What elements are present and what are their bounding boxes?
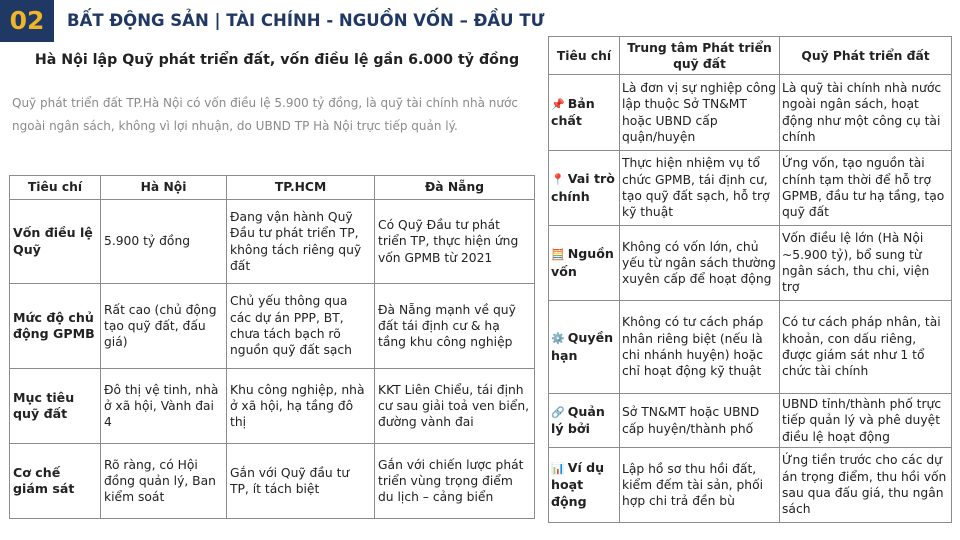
cell-hanoi: Đô thị vệ tinh, nhà ở xã hội, Vành đai 4 xyxy=(101,369,227,444)
column-header-criterion: Tiêu chí xyxy=(10,176,101,200)
row-criterion: Vốn điều lệ Quỹ xyxy=(10,200,101,284)
column-header-hanoi: Hà Nội xyxy=(101,176,227,200)
table-row xyxy=(549,151,952,226)
cell-danang: Đà Nẵng mạnh về quỹ đất tái định cư & hạ tầng khu công nghiệp xyxy=(375,284,535,369)
row-criterion-label: Ví dụ hoạt động xyxy=(551,460,605,509)
cell-land-center: Lập hồ sơ thu hồi đất, kiểm đếm tài sản, phối hợp chi trả đền bù xyxy=(620,448,780,523)
column-header-hcm: TP.HCM xyxy=(227,176,375,200)
cell-land-fund: Vốn điều lệ lớn (Hà Nội ~5.900 tỷ), bổ sung từ ngân sách, thu chi, viện trợ xyxy=(780,226,952,301)
gear-icon: ⚙️ xyxy=(551,332,565,346)
cell-land-fund: Có tư cách pháp nhân, tài khoản, con dấu riêng, được giám sát như 1 tổ chức tài chính xyxy=(780,301,952,394)
column-header-danang: Đà Nẵng xyxy=(375,176,535,200)
abacus-icon: 🧮 xyxy=(551,248,565,262)
row-criterion xyxy=(549,394,620,448)
cell-land-center: Không có tư cách pháp nhân riêng biệt (nếu là chi nhánh huyện) hoặc chỉ hoạt động kỹ thuật xyxy=(620,301,780,394)
row-criterion: Cơ chế giám sát xyxy=(10,444,101,519)
row-criterion-label: Quản lý bởi xyxy=(551,403,605,436)
row-criterion-label: Quyền hạn xyxy=(551,330,614,363)
table-row xyxy=(10,284,535,369)
table-header-row xyxy=(549,37,952,75)
cell-land-fund: Ứng vốn, tạo nguồn tài chính tạm thời để hỗ trợ GPMB, đầu tư hạ tầng, tạo quỹ đất xyxy=(780,151,952,226)
cell-hcm: Khu công nghiệp, nhà ở xã hội, hạ tầng đô thị xyxy=(227,369,375,444)
article-title: Hà Nội lập Quỹ phát triển đất, vốn điều lệ gần 6.000 tỷ đồng xyxy=(34,52,520,68)
pushpin-icon: 📌 xyxy=(551,97,565,111)
comparison-table-land-fund xyxy=(548,36,952,523)
cell-hcm: Gắn với Quỹ đầu tư TP, ít tách biệt xyxy=(227,444,375,519)
row-criterion-label: Vai trò chính xyxy=(551,171,615,204)
cell-hanoi: 5.900 tỷ đồng xyxy=(101,200,227,284)
row-criterion xyxy=(549,301,620,394)
cell-land-center: Thực hiện nhiệm vụ tổ chức GPMB, tái định cư, tạo quỹ đất sạch, hỗ trợ kỹ thuật xyxy=(620,151,780,226)
cell-hcm: Chủ yếu thông qua các dự án PPP, BT, chưa tách bạch rõ nguồn quỹ đất sạch xyxy=(227,284,375,369)
cell-hcm: Đang vận hành Quỹ Đầu tư phát triển TP, không tách riêng quỹ đất xyxy=(227,200,375,284)
cell-danang: Có Quỹ Đầu tư phát triển TP, thực hiện ứng vốn GPMB từ 2021 xyxy=(375,200,535,284)
cell-hanoi: Rõ ràng, có Hội đồng quản lý, Ban kiểm soát xyxy=(101,444,227,519)
cell-land-center: Sở TN&MT hoặc UBND cấp huyện/thành phố xyxy=(620,394,780,448)
row-criterion: Mức độ chủ động GPMB xyxy=(10,284,101,369)
section-number: 02 xyxy=(0,0,54,42)
cell-land-center: Không có vốn lớn, chủ yếu từ ngân sách thường xuyên cấp để hoạt động xyxy=(620,226,780,301)
table-row xyxy=(549,75,952,151)
cell-danang: KKT Liên Chiểu, tái định cư sau giải toả ven biển, đường vành đai xyxy=(375,369,535,444)
section-title: BẤT ĐỘNG SẢN | TÀI CHÍNH - NGUỒN VỐN – ĐẦU TƯ xyxy=(67,11,545,30)
cell-land-fund: UBND tỉnh/thành phố trực tiếp quản lý và phê duyệt điều lệ hoạt động xyxy=(780,394,952,448)
bar-chart-icon: 📊 xyxy=(551,462,565,476)
round-pushpin-icon: 📍 xyxy=(551,173,565,187)
cell-land-fund: Ứng tiền trước cho các dự án trọng điểm, thu hồi vốn sau qua đấu giá, thu ngân sách xyxy=(780,448,952,523)
table-row xyxy=(549,226,952,301)
row-criterion xyxy=(549,448,620,523)
cell-danang: Gắn với chiến lược phát triển vùng trọng điểm du lịch – cảng biển xyxy=(375,444,535,519)
row-criterion xyxy=(549,226,620,301)
row-criterion-label: Nguồn vốn xyxy=(551,246,614,279)
row-criterion-label: Bản chất xyxy=(551,95,595,128)
table-row xyxy=(549,394,952,448)
row-criterion: Mục tiêu quỹ đất xyxy=(10,369,101,444)
link-icon: 🔗 xyxy=(551,405,565,419)
column-header-criterion: Tiêu chí xyxy=(549,37,620,75)
comparison-table-cities xyxy=(9,175,535,519)
table-row xyxy=(549,448,952,523)
cell-hanoi: Rất cao (chủ động tạo quỹ đất, đấu giá) xyxy=(101,284,227,369)
cell-land-center: Là đơn vị sự nghiệp công lập thuộc Sở TN&MT hoặc UBND cấp quận/huyện xyxy=(620,75,780,151)
table-row xyxy=(10,444,535,519)
row-criterion xyxy=(549,151,620,226)
table-row xyxy=(549,301,952,394)
table-row xyxy=(10,369,535,444)
cell-land-fund: Là quỹ tài chính nhà nước ngoài ngân sách, hoạt động như một công cụ tài chính xyxy=(780,75,952,151)
article-body: Quỹ phát triển đất TP.Hà Nội có vốn điều lệ 5.900 tỷ đồng, là quỹ tài chính nhà nước ngoài ngân sách, không vì lợi nhuận, do UBND TP Hà Nội trực tiếp quản lý. xyxy=(12,96,518,133)
column-header-land-fund: Quỹ Phát triển đất xyxy=(780,37,952,75)
table-header-row xyxy=(10,176,535,200)
column-header-land-center: Trung tâm Phát triển quỹ đất xyxy=(620,37,780,75)
row-criterion xyxy=(549,75,620,151)
table-row xyxy=(10,200,535,284)
